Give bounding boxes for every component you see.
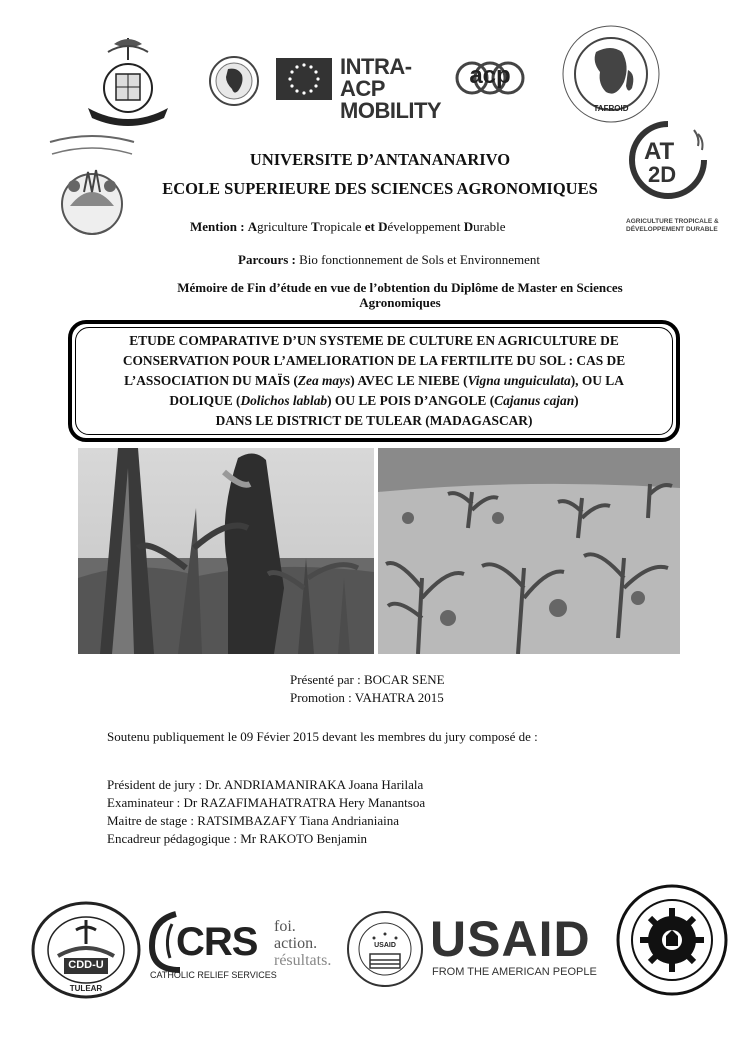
parcours-line (238, 252, 638, 268)
jury-internship-supervisor: Maitre de stage : RATSIMBAZAFY Tiana Andrianiaina (107, 813, 399, 828)
at2d-caption-line2: DÉVELOPPEMENT DURABLE (626, 226, 718, 233)
at2d-at-text: AT (644, 138, 675, 165)
field-photo-right (378, 448, 680, 654)
school-name: ECOLE SUPERIEURE DES SCIENCES AGRONOMIQUES (162, 179, 598, 198)
university-crest-logo (84, 30, 172, 134)
memoire-statement (130, 280, 670, 310)
presented-by: Présenté par : BOCAR SENE (290, 672, 445, 687)
acp-text: acp (469, 62, 511, 89)
thesis-title (75, 327, 673, 435)
crs-caption: CATHOLIC RELIEF SERVICES (150, 970, 277, 980)
crs-tagline: foi. action. résultats. (274, 918, 332, 969)
at2d-caption-line1: AGRICULTURE TROPICALE & (626, 218, 719, 225)
usaid-caption: FROM THE AMERICAN PEOPLE (432, 966, 597, 978)
intra-acp-mobility-logo (340, 54, 442, 123)
jury-examiner: Examinateur : Dr RAZAFIMAHATRATRA Hery Manantsoa (107, 795, 426, 810)
parcours-label: Parcours : (238, 252, 296, 267)
title-line-1: ETUDE COMPARATIVE D’UN SYSTEME DE CULTURE EN AGRICULTURE DE (129, 333, 619, 348)
jury-list (107, 776, 425, 848)
acp-logo (452, 50, 528, 108)
crs-logo (146, 908, 346, 988)
usaid-wordmark (430, 910, 610, 984)
tulear-text: TULEAR (69, 984, 103, 993)
memoire-line-1: Mémoire de Fin d’étude en vue de l’obtention du Diplôme de Master en Sciences (177, 280, 623, 295)
university-toliara-seal-logo (616, 884, 728, 996)
crs-mark: CRS (176, 920, 258, 964)
intra-acp-text: INTRA-ACP (340, 54, 412, 101)
title-line-4: DOLIQUE (Dolichos lablab) OU LE POIS D’ANGOLE (Cajanus cajan) (169, 393, 579, 408)
at2d-logo (628, 120, 708, 202)
title-line-5: DANS LE DISTRICT DE TULEAR (MADAGASCAR) (215, 413, 533, 428)
usaid-word: USAID (430, 911, 591, 967)
mention-value: Agriculture Tropicale et Développement Durable (247, 219, 506, 234)
thesis-title-box (68, 320, 680, 442)
title-line-3: L’ASSOCIATION DU MAÏS (Zea mays) AVEC LE NIEBE (Vigna unguiculata), OU LA (124, 373, 624, 388)
at2d-caption (626, 218, 738, 234)
field-photo-left (78, 448, 374, 654)
usaid-seal-logo (346, 910, 424, 988)
jury-academic-supervisor: Encadreur pédagogique : Mr RAKOTO Benjamin (107, 831, 368, 846)
jury-president: Président de jury : Dr. ANDRIAMANIRAKA Joana Harilala (107, 777, 424, 792)
african-union-logo (208, 55, 260, 107)
esa-department-logo (44, 132, 140, 242)
tafroid-text: TAFROID (593, 104, 629, 113)
defense-statement: Soutenu publiquement le 09 Févier 2015 devant les membres du jury composé de : (107, 729, 538, 744)
mention-label: Mention : (190, 219, 245, 234)
parcours-value: Bio fonctionnement de Sols et Environnement (299, 252, 540, 267)
university-name: UNIVERSITE D’ANTANANARIVO (249, 150, 511, 169)
usaid-seal-text: USAID (374, 942, 396, 949)
at2d-num-text: 2D (648, 162, 677, 187)
eu-flag-logo (276, 58, 332, 100)
promotion: Promotion : VAHATRA 2015 (290, 690, 444, 705)
memoire-line-2: Agronomiques (359, 295, 441, 310)
cdd-u-text: CDD-U (68, 959, 104, 971)
cdd-u-logo (30, 900, 142, 1000)
mobility-text: MOBILITY (340, 98, 442, 123)
title-line-2: CONSERVATION POUR L’AMELIORATION DE LA FERTILITE DU SOL : CAS DE (122, 353, 626, 368)
tafroid-logo (556, 22, 666, 126)
mention-line (190, 219, 590, 235)
